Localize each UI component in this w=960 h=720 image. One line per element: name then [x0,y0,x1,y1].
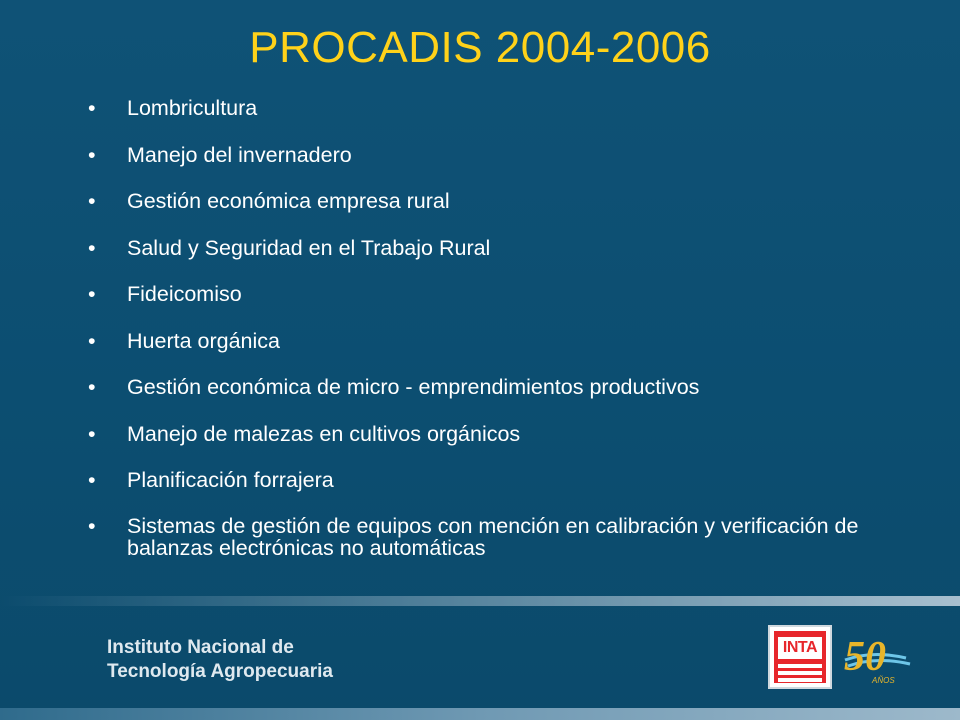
bullet-item [88,143,908,167]
bullet-marker: • [88,96,96,120]
bullet-text: Lombricultura [127,96,258,120]
bullet-item [88,236,908,260]
inta-logo-stripe [778,664,822,668]
inta-logo [768,625,832,689]
decorative-band [0,596,960,606]
bullet-marker: • [88,189,96,213]
bullet-item [88,515,908,559]
institute-name-line-1: Instituto Nacional de [107,637,294,658]
bullet-text: Manejo del invernadero [127,142,352,167]
inta-logo-stripe [778,678,822,682]
anniversary-number: 50 [844,634,886,680]
bullet-item [88,282,908,306]
anniversary-50-icon [842,626,914,686]
bullet-marker: • [88,375,96,399]
bullet-text: Sistemas de gestión de equipos con mención en calibración y verificación de balanzas electrónicas no automáticas [127,513,859,560]
bullet-list [88,96,908,581]
footer-bar [0,708,960,720]
bullet-text: Manejo de malezas en cultivos orgánicos [127,421,521,446]
slide-title: PROCADIS 2004-2006 [249,23,711,72]
bullet-marker: • [88,468,96,492]
bullet-text: Fideicomiso [127,282,242,306]
bullet-marker: • [88,142,96,167]
bullet-item [88,329,908,353]
bullet-text: Planificación forrajera [127,468,334,492]
bullet-text: Gestión económica de micro - emprendimientos productivos [127,375,700,399]
bullet-marker: • [88,513,96,538]
bullet-marker: • [88,282,96,306]
inta-logo-stripe [778,671,822,675]
institute-name-line-2: Tecnología Agropecuaria [107,661,333,682]
bullet-item [88,189,908,213]
institute-name [107,636,333,684]
inta-logo-mark [774,631,826,683]
bullet-item [88,96,908,120]
bullet-marker: • [88,421,96,446]
bullet-text: Salud y Seguridad en el Trabajo Rural [127,235,491,260]
anniversary-word: AÑOS [872,676,895,685]
bullet-item [88,468,908,492]
bullet-item [88,375,908,399]
bullet-text: Gestión económica empresa rural [127,189,450,213]
bullet-marker: • [88,235,96,260]
bullet-text: Huerta orgánica [127,328,280,353]
bullet-item [88,422,908,446]
anniversary-logo [842,626,914,686]
inta-logo-text: INTA [778,637,822,659]
bullet-marker: • [88,328,96,353]
